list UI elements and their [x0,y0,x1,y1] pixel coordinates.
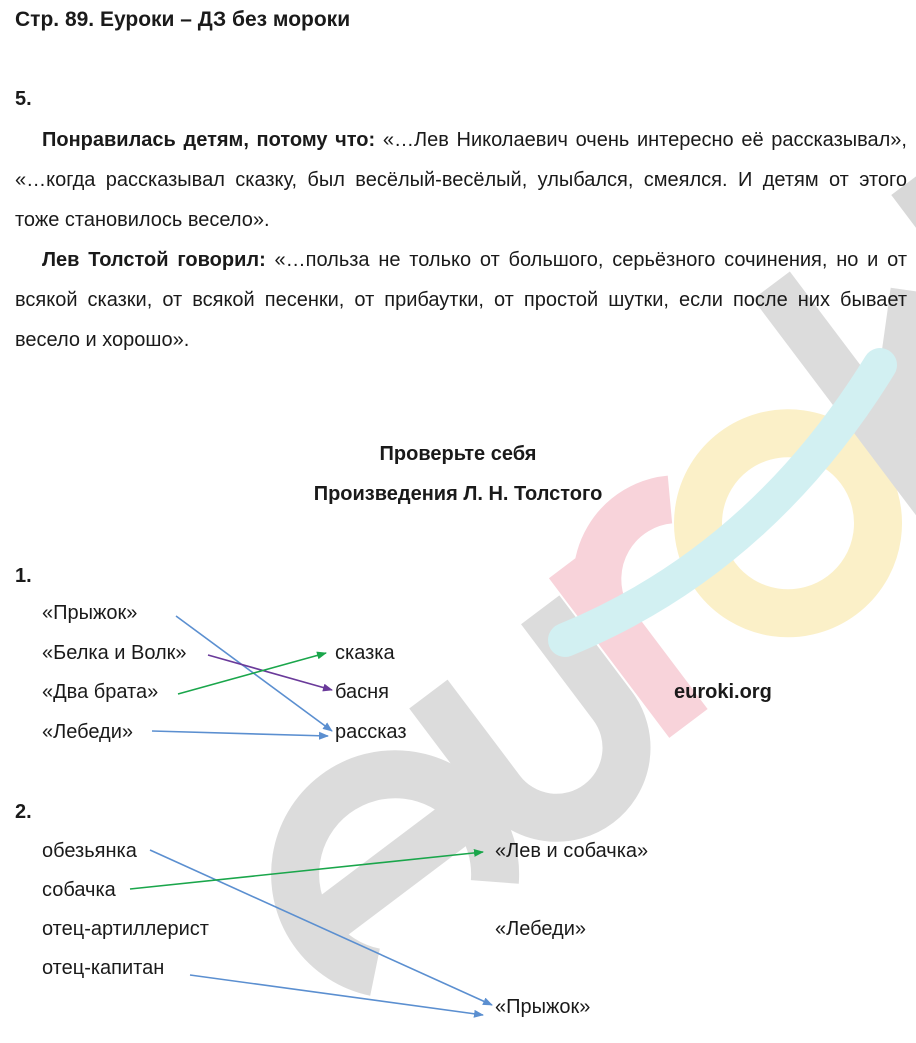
task2-left-item: отец-капитан [42,957,165,979]
section-heading: Проверьте себя [379,443,537,465]
arrow-dva-brata-skazka [178,653,326,694]
task1-left-item: «Прыжок» [42,602,138,624]
task5-p2-text: «…польза не только от большого, серьёзного сочинения, но и от всякой сказки, от всякой песенки, от прибаутки, от простой шутки, если после них бывает весело и хорошо». [15,249,907,351]
arrow-sobachka-lev [130,852,483,889]
task1-number: 1. [15,565,32,587]
task2-right-item: «Лебеди» [495,918,587,940]
task2-right-item: «Лев и собачка» [495,840,649,862]
task2-left-item: собачка [42,879,116,901]
task1-right-item: рассказ [335,721,407,743]
task1-right-item: сказка [335,642,395,664]
task5-number: 5. [15,88,32,110]
task5-p2-lead: Лев Толстой говорил: [42,249,266,271]
task1-right-item: басня [335,681,389,703]
site-label: euroki.org [674,681,772,703]
section-subheading: Произведения Л. Н. Толстого [313,483,603,505]
task5-p1-lead: Понравилась детям, потому что: [42,129,376,151]
task5-p1-text: «…Лев Николаевич очень интересно её рассказывал», «…когда рассказывал сказку, был весёлый-весёлый, улыбался, смеялся. И детям от этого тоже становилось весело». [15,129,907,231]
task1-left-item: «Белка и Волк» [42,642,187,664]
task2-left-item: обезьянка [42,840,137,862]
task2-number: 2. [15,801,32,823]
arrow-lebedi-rasskaz [152,731,328,736]
task2-right-item: «Прыжок» [495,996,591,1018]
task2-left-item: отец-артиллерист [42,918,209,940]
page-title: Стр. 89. Еуроки – ДЗ без мороки [15,8,351,31]
task1-left-item: «Два брата» [42,681,159,703]
task1-left-item: «Лебеди» [42,721,134,743]
arrow-obezyanka-pryzhok [150,850,492,1005]
